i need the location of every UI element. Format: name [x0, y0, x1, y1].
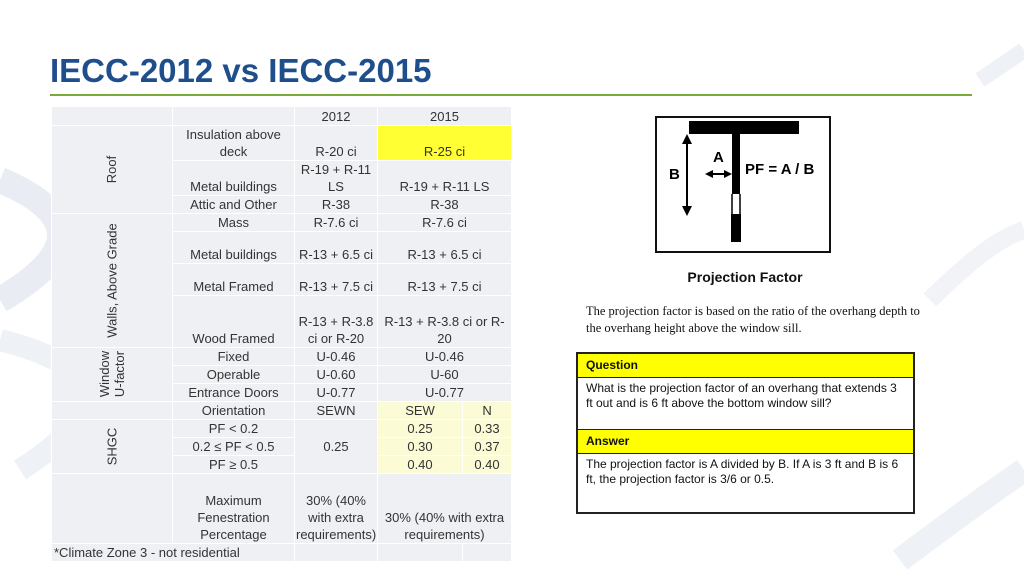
- value-2015: R-13 + 7.5 ci: [378, 264, 512, 296]
- value-2012: R-19 + R-11 LS: [295, 161, 378, 196]
- row-label: Mass: [173, 214, 295, 232]
- row-label: Orientation: [173, 402, 295, 420]
- table-row: [52, 126, 512, 161]
- value-2012: R-38: [295, 196, 378, 214]
- group-shgc-label: SHGC: [104, 427, 120, 466]
- pf-formula: PF = A / B: [745, 161, 815, 178]
- header-blank-cell: [173, 107, 295, 126]
- value-2015-sew: 0.30: [378, 438, 463, 456]
- value-2012: R-13 + 7.5 ci: [295, 264, 378, 296]
- label-a: A: [713, 149, 724, 166]
- value-2015: R-7.6 ci: [378, 214, 512, 232]
- table-row: [52, 420, 512, 438]
- value-2015: R-19 + R-11 LS: [378, 161, 512, 196]
- row-label: Attic and Other: [173, 196, 295, 214]
- diagram-caption: Projection Factor: [687, 269, 803, 285]
- overhang-bar: [689, 121, 799, 134]
- value-2015: U-60: [378, 366, 512, 384]
- overhang-illustration: [657, 118, 829, 251]
- value-2012: R-13 + R-3.8 ci or R-20: [295, 296, 378, 348]
- group-walls-label: Walls, Above Grade: [104, 223, 120, 338]
- group-roof: [52, 126, 173, 214]
- group-window: [52, 348, 173, 402]
- value-2015-n: 0.37: [463, 438, 512, 456]
- value-2015-n: 0.33: [463, 420, 512, 438]
- group-walls: [52, 214, 173, 348]
- value-2012: U-0.46: [295, 348, 378, 366]
- row-label: Metal Framed: [173, 264, 295, 296]
- value-2015: U-0.77: [378, 384, 512, 402]
- header-2015: 2015: [378, 107, 512, 126]
- wall-lower: [731, 214, 741, 242]
- group-window-label: Window U-factor: [97, 350, 127, 398]
- footnote: *Climate Zone 3 - not residential: [52, 544, 295, 562]
- table-footnote-row: [52, 544, 512, 562]
- value-2015: U-0.46: [378, 348, 512, 366]
- row-label: PF < 0.2: [173, 420, 295, 438]
- value-2012: R-13 + 6.5 ci: [295, 232, 378, 264]
- depth-arrow-left: [705, 170, 713, 178]
- blank-cell: [378, 544, 463, 562]
- slide-title: IECC-2012 vs IECC-2015: [50, 52, 432, 89]
- table-row: [52, 348, 512, 366]
- shgc-2012-value: 0.25: [295, 420, 378, 474]
- row-label: Entrance Doors: [173, 384, 295, 402]
- row-label: Wood Framed: [173, 296, 295, 348]
- value-2015-highlighted: R-25 ci: [378, 126, 512, 161]
- header-blank-cell: [52, 107, 173, 126]
- row-label: 0.2 ≤ PF < 0.5: [173, 438, 295, 456]
- question-text: What is the projection factor of an overhang that extends 3 ft out and is 6 ft above the bottom window sill?: [578, 378, 913, 430]
- value-2012: R-7.6 ci: [295, 214, 378, 232]
- blank-cell: [463, 544, 512, 562]
- height-arrow-top: [682, 134, 692, 144]
- blank-cell: [52, 474, 173, 544]
- question-answer-box: [576, 352, 915, 514]
- blank-cell: [295, 544, 378, 562]
- row-label: PF ≥ 0.5: [173, 456, 295, 474]
- table-row: [52, 402, 512, 420]
- row-label: Operable: [173, 366, 295, 384]
- blank-cell: [52, 402, 173, 420]
- table-row: [52, 474, 512, 544]
- group-shgc: [52, 420, 173, 474]
- header-2012: 2012: [295, 107, 378, 126]
- group-roof-label: Roof: [104, 155, 120, 184]
- table-row: [52, 214, 512, 232]
- value-2012: 30% (40% with extra requirements): [295, 474, 378, 544]
- row-label: Metal buildings: [173, 232, 295, 264]
- depth-arrow-right: [724, 170, 732, 178]
- value-2015-n: 0.40: [463, 456, 512, 474]
- table-header-row: [52, 107, 512, 126]
- value-2015: 30% (40% with extra requirements): [378, 474, 512, 544]
- value-2012: R-20 ci: [295, 126, 378, 161]
- value-2015-sew: 0.40: [378, 456, 463, 474]
- row-label: Metal buildings: [173, 161, 295, 196]
- label-b: B: [669, 166, 680, 183]
- value-2012: U-0.77: [295, 384, 378, 402]
- wall-upper: [732, 134, 740, 194]
- value-2015: R-13 + R-3.8 ci or R-20: [378, 296, 512, 348]
- projection-factor-description: The projection factor is based on the ratio of the overhang depth to the overhang height above the window sill.: [586, 304, 920, 335]
- value-2015: R-13 + 6.5 ci: [378, 232, 512, 264]
- question-header: Question: [578, 354, 913, 378]
- value-2015-sew: SEW: [378, 402, 463, 420]
- value-2012: U-0.60: [295, 366, 378, 384]
- row-label: Fixed: [173, 348, 295, 366]
- value-2015-sew: 0.25: [378, 420, 463, 438]
- value-2015-n: N: [463, 402, 512, 420]
- height-arrow-bottom: [682, 206, 692, 216]
- answer-text: The projection factor is A divided by B. If A is 3 ft and B is 6 ft, the projection factor is 3/6 or 0.5.: [586, 457, 899, 486]
- value-2012: SEWN: [295, 402, 378, 420]
- title-divider: [50, 94, 972, 96]
- comparison-table: [51, 106, 512, 562]
- projection-factor-diagram: [655, 116, 831, 253]
- answer-header: Answer: [578, 430, 913, 454]
- row-label: Maximum Fenestration Percentage: [173, 474, 295, 544]
- value-2015: R-38: [378, 196, 512, 214]
- row-label: Insulation above deck: [173, 126, 295, 161]
